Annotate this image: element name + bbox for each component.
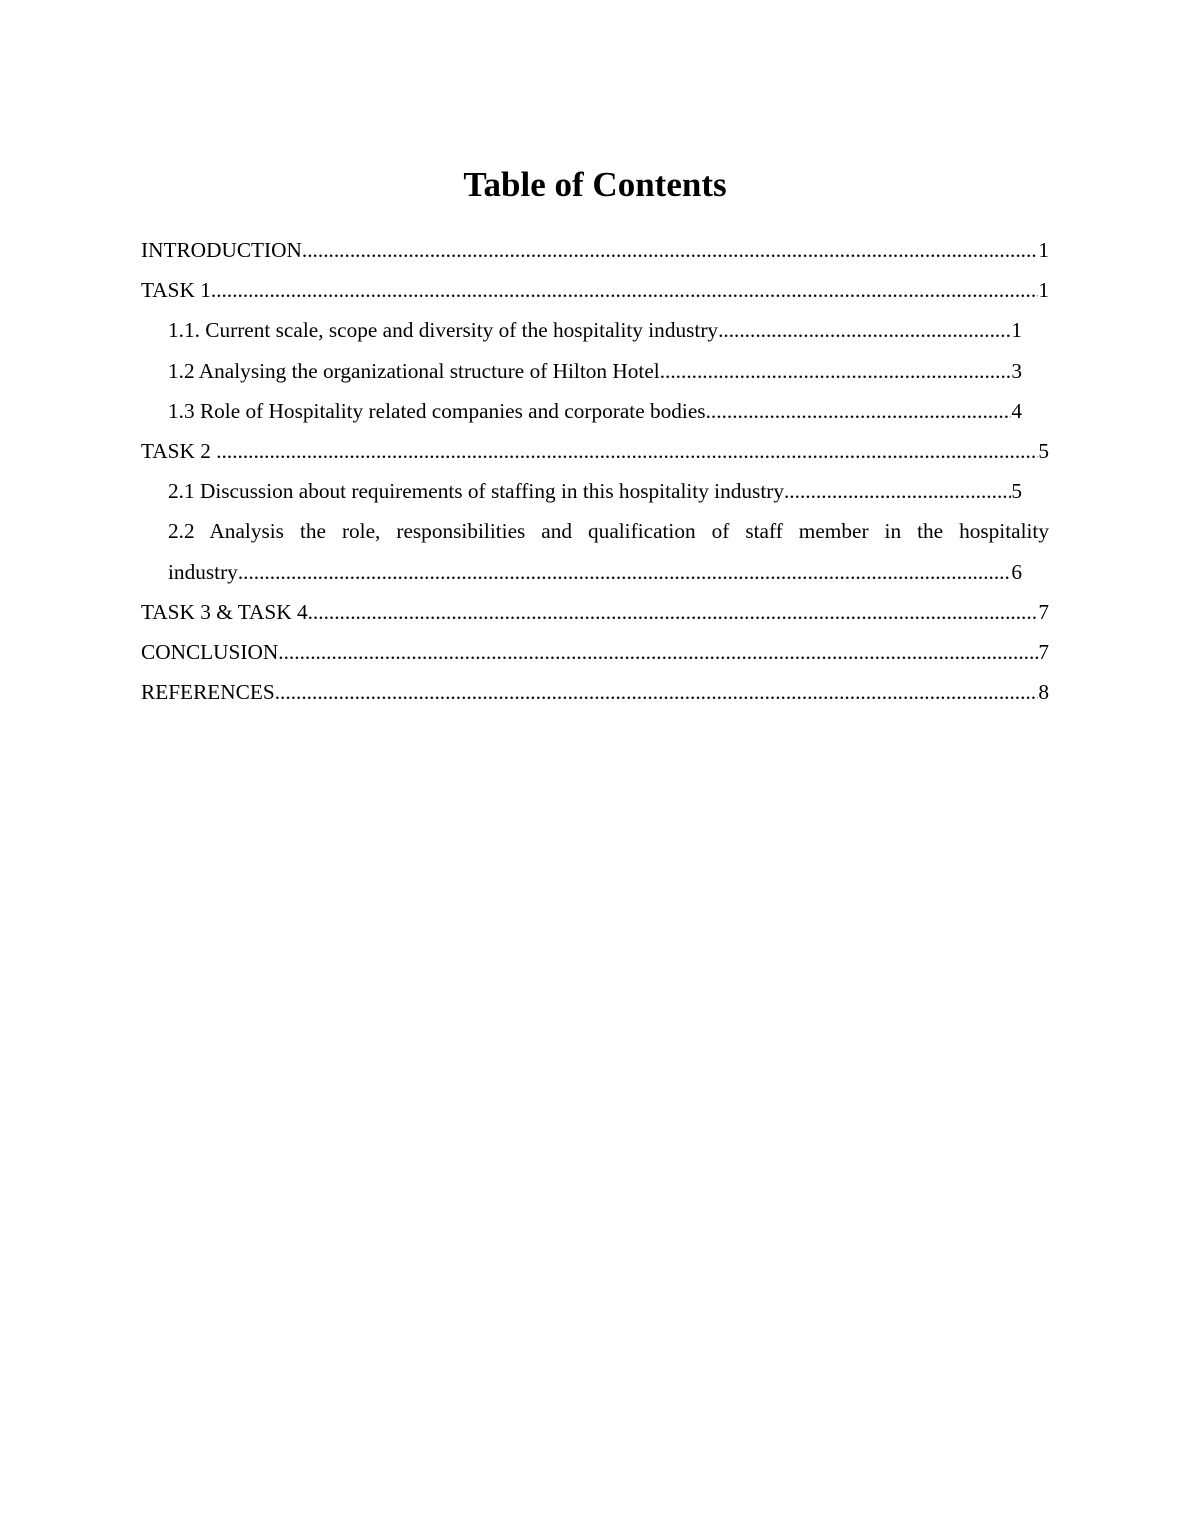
toc-dot-leader (308, 592, 1039, 632)
toc-entry-conclusion[interactable] (141, 632, 1049, 672)
toc-entry-label: TASK 2 (141, 438, 217, 463)
toc-entry-label: TASK 3 & TASK 4 (141, 599, 308, 624)
toc-entry-label-line2-row (168, 552, 1022, 592)
toc-page-number: 5 (1011, 479, 1022, 504)
toc-list (141, 230, 1049, 712)
toc-dot-leader (706, 391, 1012, 431)
toc-entry-1-3[interactable] (168, 391, 1022, 431)
toc-page-number: 8 (1038, 680, 1049, 705)
toc-page-number: 7 (1038, 639, 1049, 664)
toc-entry-label-line2: industry (168, 559, 238, 584)
toc-entry-label: 1.3 Role of Hospitality related companies and corporate bodies (168, 398, 706, 423)
toc-entry-1-1[interactable] (168, 310, 1022, 350)
toc-entry-label: REFERENCES (141, 680, 275, 705)
toc-entry-label: INTRODUCTION (141, 238, 302, 262)
toc-dot-leader (718, 310, 1011, 350)
toc-entry-2-1[interactable] (168, 471, 1022, 511)
toc-dot-leader (660, 351, 1012, 391)
toc-dot-leader (278, 632, 1038, 672)
toc-dot-leader (211, 270, 1038, 310)
toc-entry-references[interactable] (141, 672, 1049, 712)
toc-page-number: 1 (1038, 278, 1049, 303)
toc-entry-1-2[interactable] (168, 351, 1022, 391)
toc-page-number: 3 (1011, 358, 1022, 383)
toc-entry-2-2[interactable] (168, 511, 1049, 591)
toc-dot-leader (302, 230, 1038, 270)
toc-page-number: 7 (1038, 599, 1049, 624)
toc-entry-task-2[interactable] (141, 431, 1049, 471)
toc-dot-leader (784, 471, 1011, 511)
toc-page-number: 5 (1038, 438, 1049, 463)
toc-entry-task-3-4[interactable] (141, 592, 1049, 632)
toc-dot-leader (275, 672, 1039, 712)
toc-entry-label: TASK 1 (141, 278, 211, 303)
toc-entry-label: 2.1 Discussion about requirements of staffing in this hospitality industry (168, 479, 784, 504)
toc-entry-label: 1.2 Analysing the organizational structure of Hilton Hotel (168, 358, 660, 383)
toc-page-number: 4 (1011, 398, 1022, 423)
toc-dot-leader (238, 552, 1012, 592)
toc-title: Table of Contents (463, 165, 727, 204)
toc-page-number: 6 (1011, 559, 1022, 584)
toc-entry-task-1[interactable] (141, 270, 1049, 310)
toc-dot-leader (216, 431, 1038, 471)
toc-page-number: 1 (1038, 238, 1049, 262)
toc-page-number: 1 (1011, 318, 1022, 343)
toc-entry-label: 1.1. Current scale, scope and diversity of the hospitality industry (168, 318, 719, 343)
toc-entry-introduction[interactable] (141, 230, 1049, 270)
toc-entry-label-line1: 2.2 Analysis the role, responsibilities and qualification of staff member in the hospitality (168, 519, 1049, 544)
toc-entry-label: CONCLUSION (141, 639, 279, 664)
